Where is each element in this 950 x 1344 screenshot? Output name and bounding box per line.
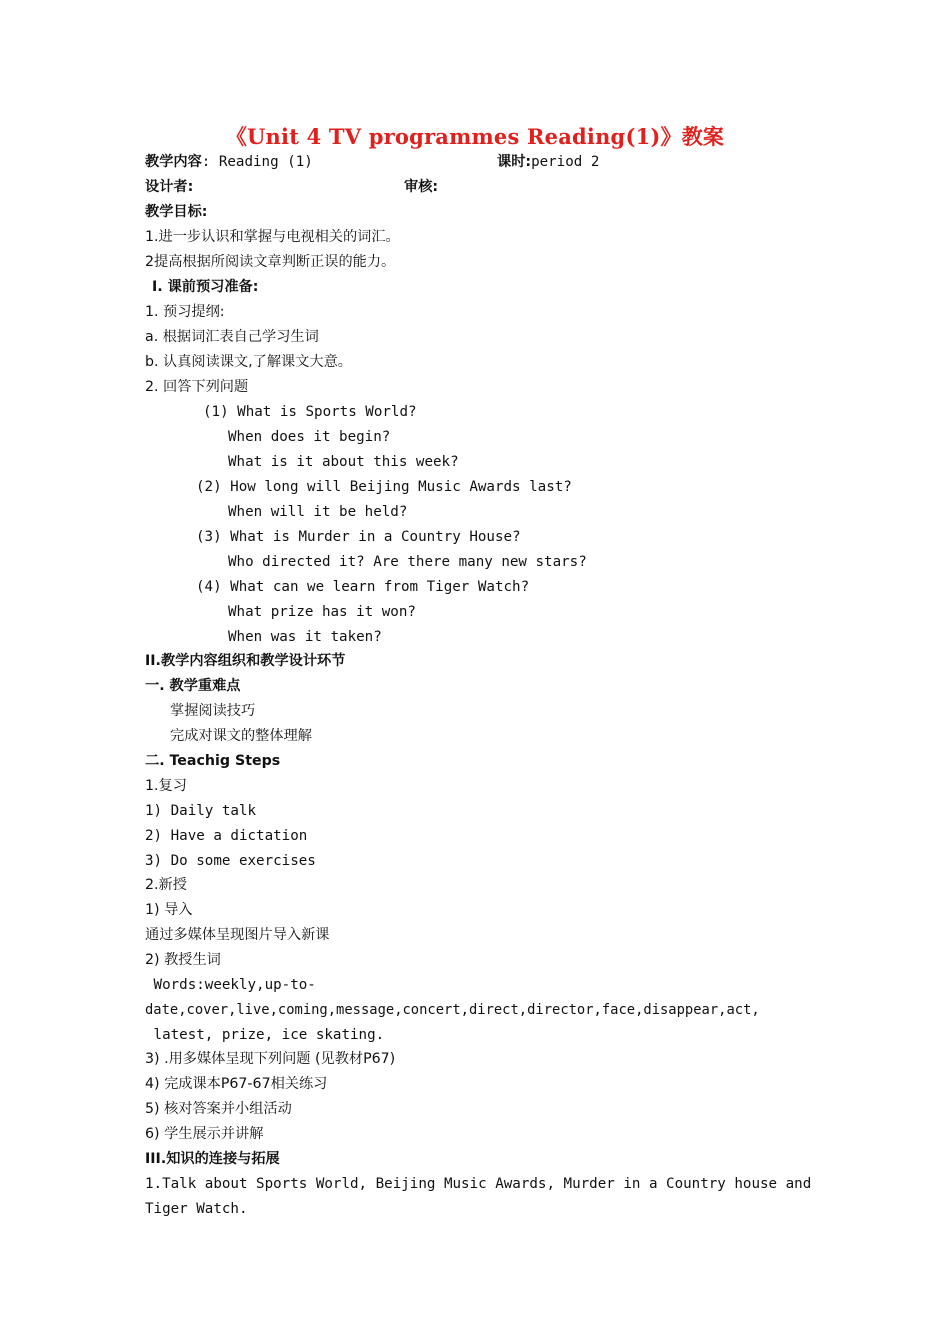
extension-line: Tiger Watch. <box>145 1201 248 1217</box>
objectives-heading: 教学目标: <box>145 204 208 220</box>
question-line: (4) What can we learn from Tiger Watch? <box>196 579 530 595</box>
period-label: 课时: <box>497 154 532 170</box>
key-point-item: 掌握阅读技巧 <box>170 703 256 719</box>
section1-heading: I. 课前预习准备: <box>152 279 259 295</box>
new-lesson-item: 2) 教授生词 <box>145 952 221 968</box>
new-lesson-heading: 2.新授 <box>145 877 187 893</box>
designer-label: 设计者: <box>145 179 194 195</box>
question-line: When will it be held? <box>228 504 408 520</box>
words-line: date,cover,live,coming,message,concert,direct,director,face,disappear,act, <box>145 1002 760 1018</box>
meta-period-row <box>497 152 599 172</box>
question-line: What prize has it won? <box>228 604 416 620</box>
review-heading: 1.复习 <box>145 778 187 794</box>
new-lesson-item: 6) 学生展示并讲解 <box>145 1126 264 1142</box>
review-item: 1) Daily talk <box>145 803 257 819</box>
content-value: : Reading (1) <box>201 154 313 170</box>
new-lesson-item: 1) 导入 <box>145 902 193 918</box>
question-line: When does it begin? <box>228 429 391 445</box>
objective-item: 1.进一步认识和掌握与电视相关的词汇。 <box>145 229 400 245</box>
review-item: 2) Have a dictation <box>145 828 308 844</box>
reviewer-label: 审核: <box>404 179 439 195</box>
preview-item: b. 认真阅读课文,了解课文大意。 <box>145 354 352 370</box>
new-lesson-item: 通过多媒体呈现图片导入新课 <box>145 927 330 943</box>
questions-heading: 2. 回答下列问题 <box>145 379 249 395</box>
review-item: 3) Do some exercises <box>145 853 316 869</box>
question-line: (2) How long will Beijing Music Awards last? <box>196 479 572 495</box>
key-points-heading: 一. 教学重难点 <box>145 678 241 694</box>
objective-item: 2提高根据所阅读文章判断正误的能力。 <box>145 254 396 270</box>
section2-heading: II.教学内容组织和教学设计环节 <box>145 653 346 669</box>
section3-heading: III.知识的连接与拓展 <box>145 1151 280 1167</box>
meta-content-row <box>145 152 313 172</box>
period-value: period 2 <box>531 154 600 170</box>
key-point-item: 完成对课文的整体理解 <box>170 728 312 744</box>
question-line: (3) What is Murder in a Country House? <box>196 529 521 545</box>
new-lesson-item: 4) 完成课本P67-67相关练习 <box>145 1076 328 1092</box>
question-line: When was it taken? <box>228 629 382 645</box>
new-lesson-item: 5) 核对答案并小组活动 <box>145 1101 292 1117</box>
new-lesson-item: 3) .用多媒体呈现下列问题 (见教材P67) <box>145 1051 396 1067</box>
question-line: (1) What is Sports World? <box>203 404 417 420</box>
question-line: Who directed it? Are there many new stars? <box>228 554 587 570</box>
preview-item: a. 根据词汇表自己学习生词 <box>145 329 319 345</box>
preview-heading: 1. 预习提纲: <box>145 304 225 320</box>
steps-heading: 二. Teachig Steps <box>145 753 281 769</box>
page-title: 《Unit 4 TV programmes Reading(1)》教案 <box>225 124 725 149</box>
question-line: What is it about this week? <box>228 454 459 470</box>
content-label: 教学内容 <box>145 154 202 170</box>
words-line: Words:weekly,up-to- <box>145 977 316 993</box>
words-line: latest, prize, ice skating. <box>145 1027 385 1043</box>
extension-line: 1.Talk about Sports World, Beijing Music Awards, Murder in a Country house and <box>145 1176 812 1192</box>
